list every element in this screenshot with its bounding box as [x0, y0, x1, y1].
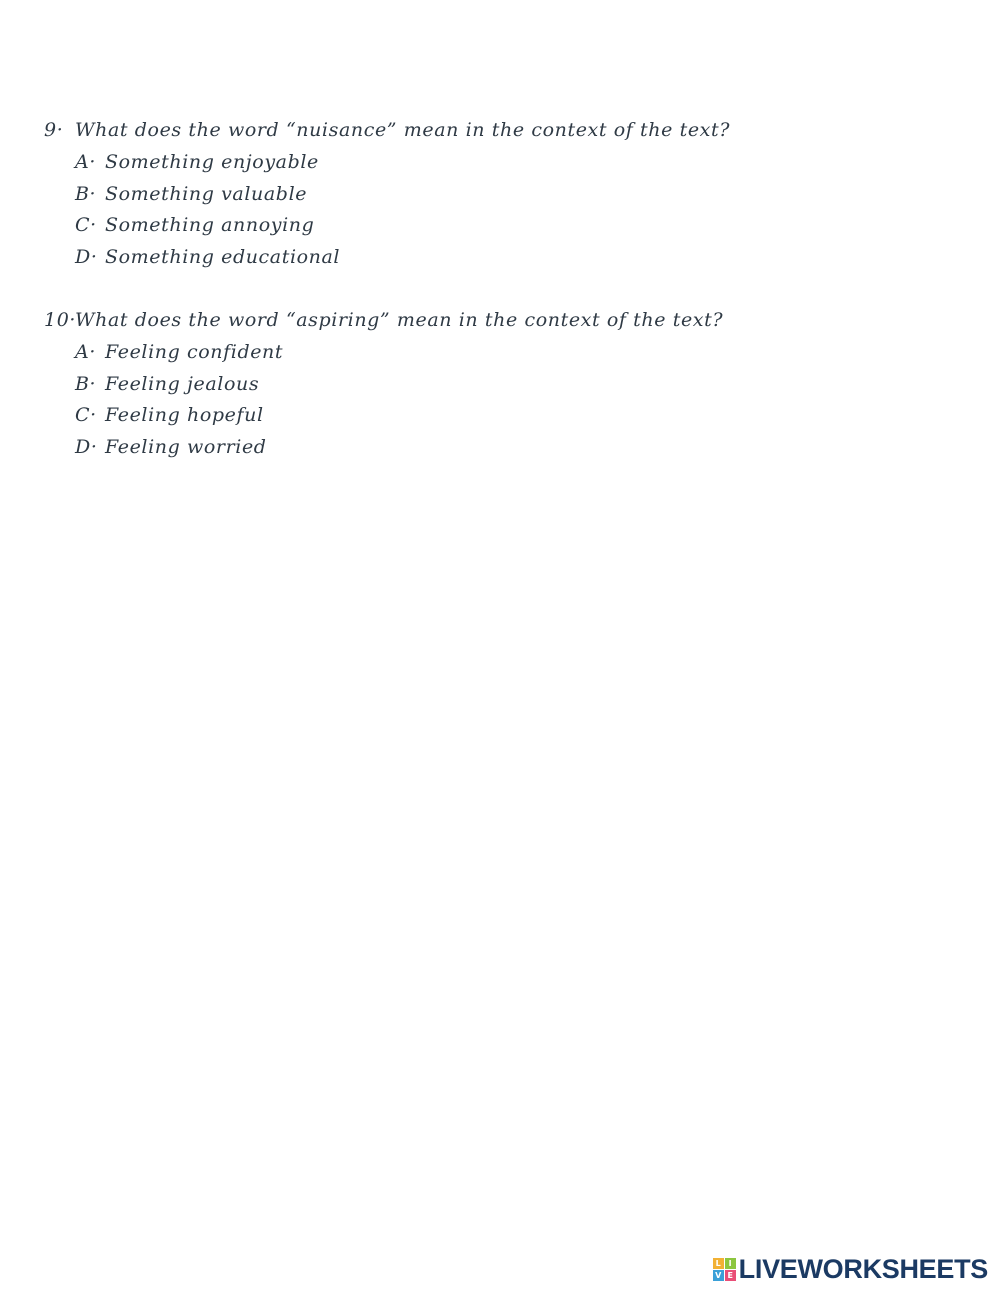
option-text: Feeling hopeful [105, 404, 264, 427]
logo-mark-cell: L [713, 1258, 724, 1269]
answer-option-a[interactable] [44, 151, 844, 183]
answer-option-b[interactable] [44, 183, 844, 215]
answer-option-a[interactable] [44, 341, 844, 373]
answer-option-d[interactable] [44, 246, 844, 278]
answer-option-c[interactable] [44, 404, 844, 436]
option-letter: B· [75, 182, 97, 205]
answer-option-c[interactable] [44, 214, 844, 246]
logo-text: LIVEWORKSHEETS [738, 1253, 988, 1284]
option-letter: C· [75, 404, 97, 427]
option-text: Feeling jealous [105, 372, 260, 395]
option-letter: D· [75, 435, 98, 458]
answer-option-b[interactable] [44, 373, 844, 405]
option-letter: A· [75, 341, 96, 363]
logo-mark-cell: E [725, 1270, 736, 1281]
question-stem [44, 309, 844, 341]
question-10 [44, 309, 844, 467]
logo-mark-icon [713, 1258, 736, 1281]
option-letter: D· [75, 245, 98, 268]
question-number: 10· [44, 309, 77, 331]
option-text: Something educational [105, 245, 341, 268]
question-number: 9· [44, 119, 64, 141]
option-text: Something enjoyable [105, 151, 319, 173]
logo-mark-cell: V [713, 1270, 724, 1281]
option-text: Something annoying [105, 214, 315, 237]
option-letter: C· [75, 214, 97, 237]
logo-mark-cell: I [725, 1258, 736, 1269]
option-text: Something valuable [105, 182, 308, 205]
option-letter: B· [75, 372, 97, 395]
answer-option-d[interactable] [44, 436, 844, 468]
option-text: Feeling confident [105, 341, 284, 363]
liveworksheets-logo [713, 1254, 988, 1284]
question-text: What does the word “aspiring” mean in the context of the text? [75, 309, 724, 331]
option-letter: A· [75, 151, 96, 173]
question-stem [44, 119, 844, 151]
question-9 [44, 119, 844, 277]
question-text: What does the word “nuisance” mean in the context of the text? [75, 119, 731, 141]
option-text: Feeling worried [105, 435, 267, 458]
